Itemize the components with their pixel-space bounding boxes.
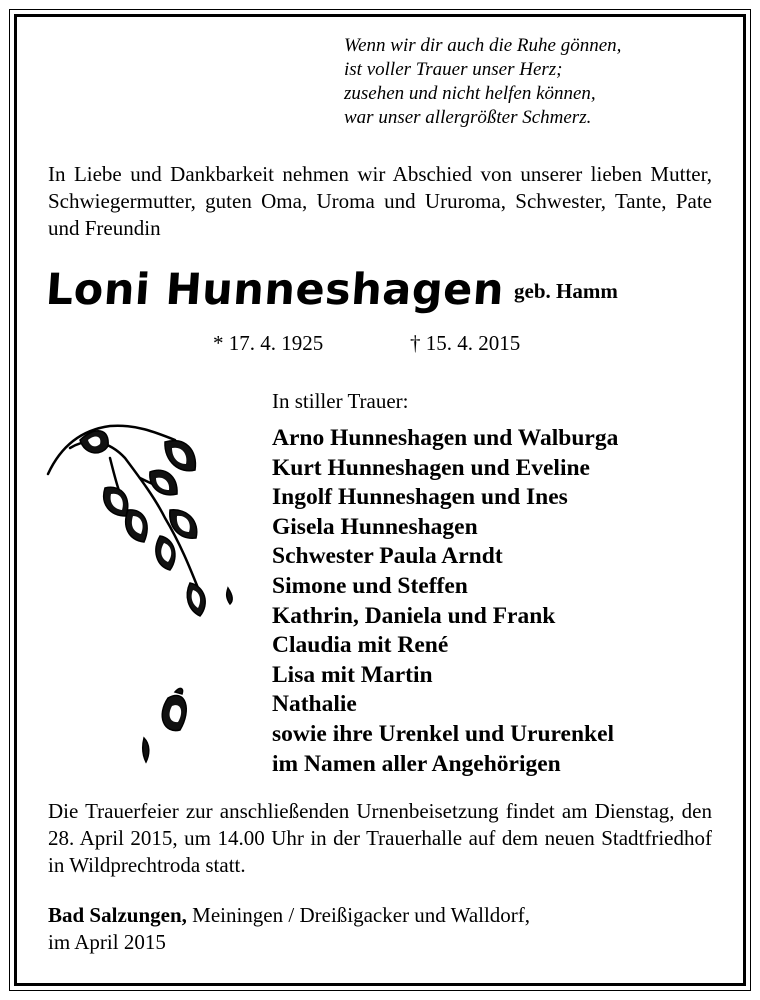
mourner-name: Claudia mit René (272, 632, 449, 659)
poem-line: ist voller Trauer unser Herz; (344, 59, 563, 80)
poem-line: zusehen und nicht helfen können, (344, 83, 596, 104)
mourner-name: Gisela Hunneshagen (272, 513, 478, 540)
death-date: † 15. 4. 2015 (410, 331, 521, 355)
poem-line: war unser allergrößter Schmerz. (344, 107, 592, 128)
mourner-name: sowie ihre Urenkel und Ururenkel (272, 720, 615, 747)
mourners-list (272, 424, 618, 779)
maiden-name: geb. Hamm (514, 279, 618, 303)
birth-date: * 17. 4. 1925 (213, 331, 324, 355)
mourning-label: In stiller Trauer: (272, 389, 409, 413)
mourner-name: Schwester Paula Arndt (272, 543, 503, 570)
deceased-name: Loni Hunneshagen (44, 265, 506, 315)
poem-line: Wenn wir dir auch die Ruhe gönnen, (344, 35, 622, 56)
place-others: Meiningen / Dreißigacker und Walldorf, (186, 903, 531, 927)
ceremony-text: Die Trauerfeier zur anschließenden Urnenbeisetzung findet am Dienstag, den 28. April 2015, um 14.00 Uhr in der Trauerhalle auf dem neuen Stadtfriedhof in Wildprechtroda statt. (48, 799, 712, 877)
mourner-name: Simone und Steffen (272, 572, 468, 599)
mourner-name: Kathrin, Daniela und Frank (272, 602, 556, 629)
place-city: Bad Salzungen, (48, 903, 187, 927)
intro-text: In Liebe und Dankbarkeit nehmen wir Abschied von unserer lieben Mutter, Schwiegermutter, guten Oma, Uroma und Ururoma, Schwester, Tante, Pate und Freundin (48, 162, 712, 240)
mourner-name: im Namen aller Angehörigen (272, 750, 561, 777)
mourner-name: Lisa mit Martin (272, 661, 433, 688)
poem (344, 34, 714, 130)
mourner-name: Nathalie (272, 691, 357, 718)
mourner-name: Ingolf Hunneshagen und Ines (272, 484, 568, 511)
publication-date: im April 2015 (48, 930, 166, 954)
deceased-name-line (46, 265, 726, 315)
mourner-name: Arno Hunneshagen und Walburga (272, 425, 619, 451)
place-and-date (48, 902, 712, 956)
birch-branch-icon (40, 418, 240, 778)
mourner-name: Kurt Hunneshagen und Eveline (272, 454, 590, 481)
